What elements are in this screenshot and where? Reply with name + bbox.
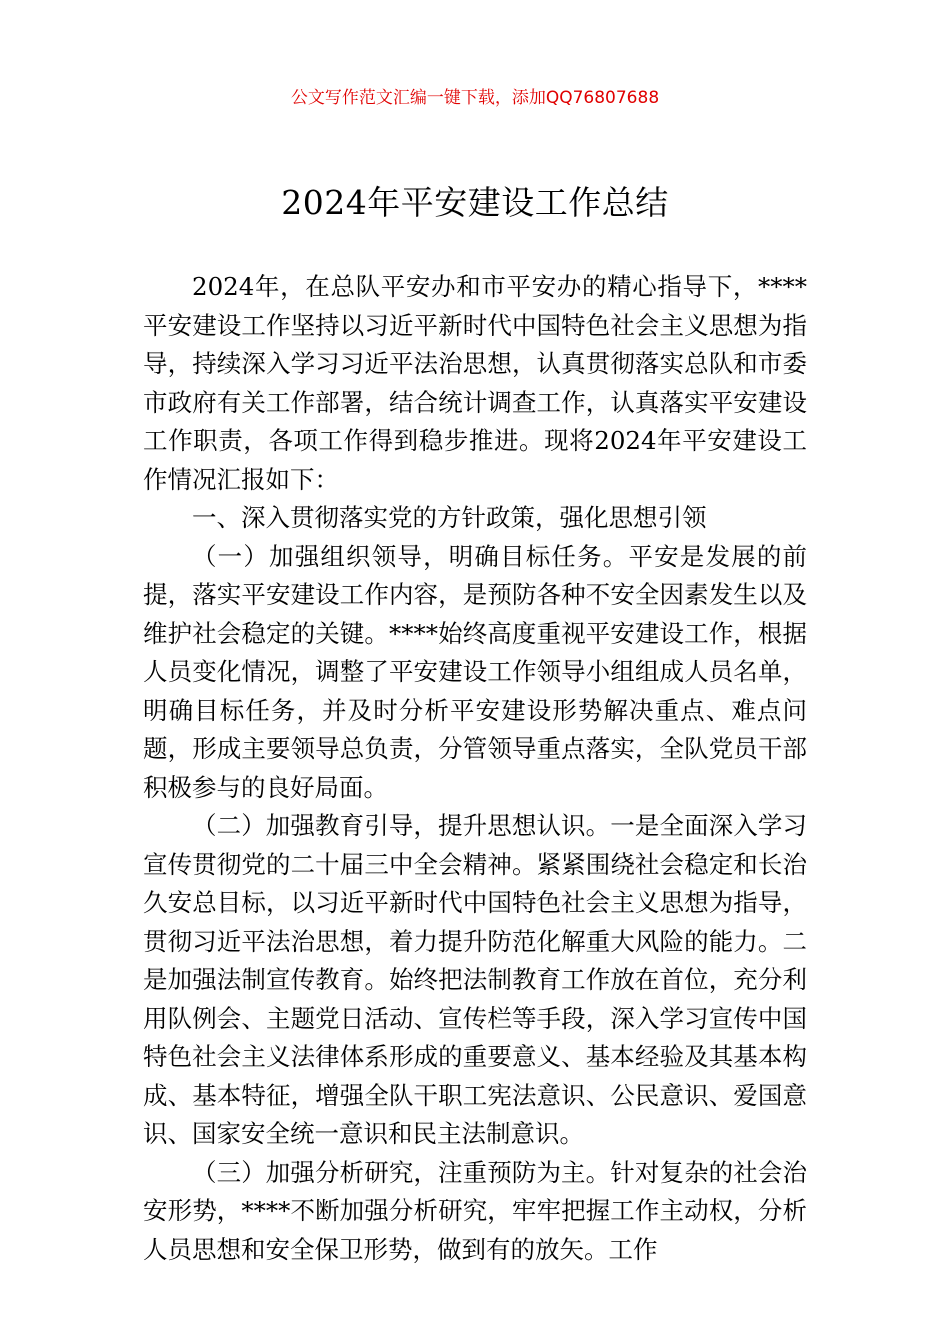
document-title: 2024年平安建设工作总结 xyxy=(281,183,669,222)
intro-paragraph: 2024年，在总队平安办和市平安办的精心指导下，****平安建设工作坚持以习近平新时代中国特色社会主义思想为指导，持续深入学习习近平法治思想，认真贯彻落实总队和市委市政府有关工作部署，结合统计调查工作，认真落实平安建设工作职责，各项工作得到稳步推进。现将2024年平安建设工作情况汇报如下： xyxy=(143,272,807,494)
subsection-paragraph-2: （二）加强教育引导，提升思想认识。一是全面深入学习宣传贯彻党的二十届三中全会精神。紧紧围绕社会稳定和长治久安总目标，以习近平新时代中国特色社会主义思想为指导，贯彻习近平法治思想，着力提升防范化解重大风险的能力。二是加强法制宣传教育。始终把法制教育工作放在首位，充分利用队例会、主题党日活动、宣传栏等手段，深入学习宣传中国特色社会主义法律体系形成的重要意义、基本经验及其基本构成、基本特征，增强全队干职工宪法意识、公民意识、爱国意识、国家安全统一意识和民主法制意识。 xyxy=(143,811,807,1148)
subsection-paragraph-1: （一）加强组织领导，明确目标任务。平安是发展的前提，落实平安建设工作内容，是预防各种不安全因素发生以及维护社会稳定的关键。****始终高度重视平安建设工作，根据人员变化情况，调整了平安建设工作领导小组组成人员名单，明确目标任务，并及时分析平安建设形势解决重点、难点问题，形成主要领导总负责，分管领导重点落实，全队党员干部积极参与的良好局面。 xyxy=(143,541,807,802)
subsection-paragraph-3: （三）加强分析研究，注重预防为主。针对复杂的社会治安形势，****不断加强分析研究，牢牢把握工作主动权，分析人员思想和安全保卫形势，做到有的放矢。工作 xyxy=(143,1157,807,1264)
document-body xyxy=(143,268,807,1269)
section-heading-1: 一、深入贯彻落实党的方针政策，强化思想引领 xyxy=(192,503,707,532)
download-banner: 公文写作范文汇编一键下载，添加QQ76807688 xyxy=(290,88,660,108)
